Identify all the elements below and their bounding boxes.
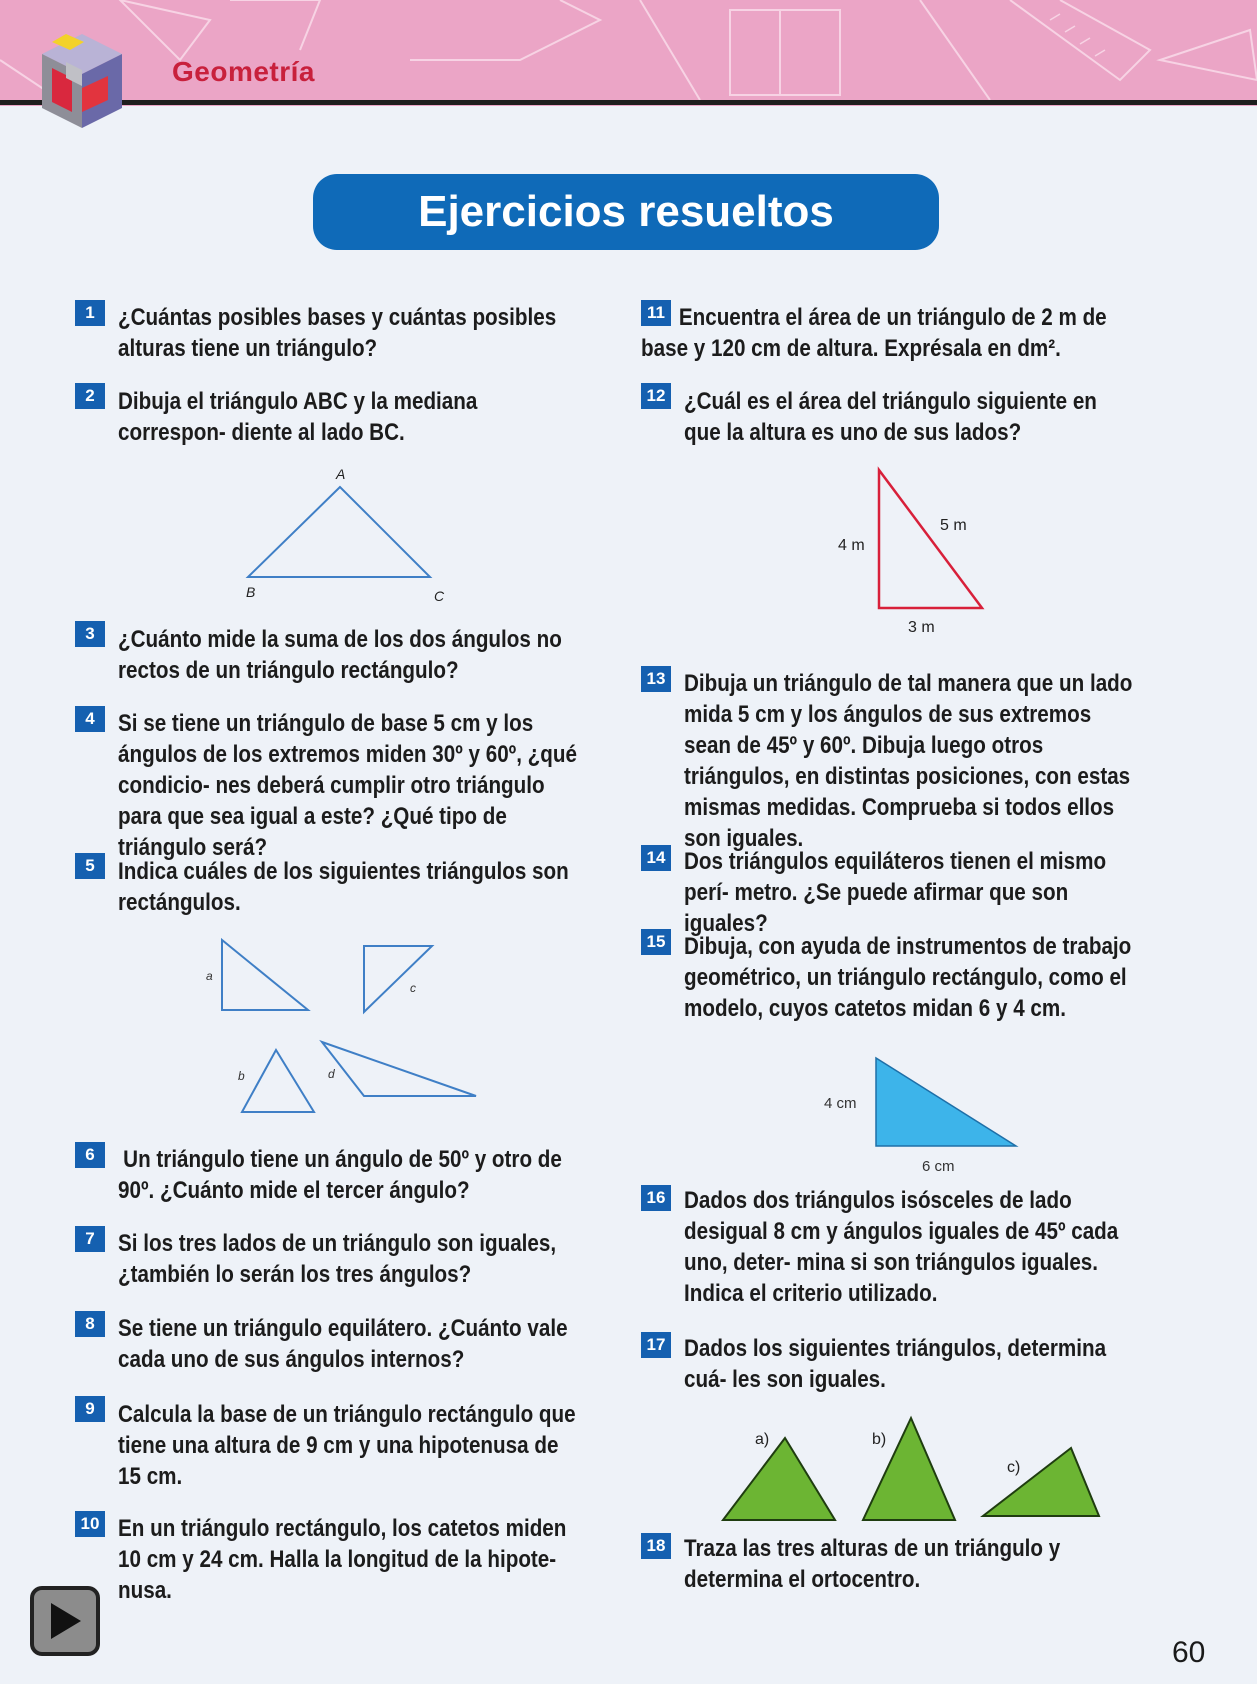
side-label-5m: 5 m — [940, 517, 967, 534]
exercise-text: Si se tiene un triángulo de base 5 cm y los ángulos de los extremos miden 30º y 60º, ¿qué condicio- nes deberá cumplir otro triángulo para que sea igual a este? ¿Qué tipo de triángulo será? — [118, 710, 577, 861]
exercise-text: Dibuja un triángulo de tal manera que un lado mida 5 cm y los ángulos de sus extremos sean de 45º y 60º. Dibuja luego otros triángulos, en distintas posiciones, con estas mismas medidas. Comprueba si todos ellos son iguales. — [684, 670, 1133, 852]
vertex-label-b: B — [246, 584, 256, 600]
exercise-number: 2 — [75, 383, 105, 409]
page-title: Ejercicios resueltos — [418, 187, 834, 236]
section-name: Geometría — [172, 56, 315, 87]
vertex-label-c: C — [434, 588, 445, 604]
triangle-abc-figure — [230, 465, 450, 610]
exercise-number: 3 — [75, 621, 105, 647]
triangle-label-b: b — [238, 1069, 245, 1083]
green-triangles-figure — [715, 1412, 1105, 1524]
cube-logo-icon — [30, 28, 134, 136]
play-button[interactable] — [30, 1586, 100, 1656]
exercise-text: ¿Cuántas posibles bases y cuántas posibles alturas tiene un triángulo? — [118, 304, 557, 362]
side-label-4cm: 4 cm — [824, 1095, 857, 1112]
exercise-text: Dos triángulos equiláteros tienen el mismo perí- metro. ¿Se puede afirmar que son iguales? — [684, 848, 1107, 937]
exercise-text: ¿Cuánto mide la suma de los dos ángulos no rectos de un triángulo rectángulo? — [118, 626, 562, 684]
right-triangle-6-4-figure — [818, 1050, 1018, 1180]
exercise-number: 16 — [641, 1185, 671, 1211]
page-header — [0, 0, 1257, 106]
header-rule — [0, 100, 1257, 105]
exercise-text: Dibuja, con ayuda de instrumentos de trabajo geométrico, un triángulo rectángulo, como el modelo, cuyos catetos midan 6 y 4 cm. — [684, 933, 1132, 1022]
triangle-label-b: b) — [872, 1431, 887, 1448]
side-label-6cm: 6 cm — [922, 1158, 955, 1175]
exercise-number: 14 — [641, 845, 671, 871]
exercise-text: Si los tres lados de un triángulo son iguales, ¿también lo serán los tres ángulos? — [118, 1230, 557, 1288]
exercise-text: Indica cuáles de los siguientes triángulos son rectángulos. — [118, 858, 569, 916]
exercise-number: 10 — [75, 1511, 105, 1537]
exercise-text: Un triángulo tiene un ángulo de 50º y otro de 90º. ¿Cuánto mide el tercer ángulo? — [118, 1146, 562, 1204]
exercise-text: Dibuja el triángulo ABC y la mediana correspon- diente al lado BC. — [118, 388, 478, 446]
exercise-number: 17 — [641, 1332, 671, 1358]
exercise-text: Dados los siguientes triángulos, determina cuá- les son iguales. — [684, 1335, 1107, 1393]
triangle-label-a: a — [206, 969, 213, 983]
exercise-text: Se tiene un triángulo equilátero. ¿Cuánto vale cada uno de sus ángulos internos? — [118, 1315, 568, 1373]
triangle-label-c: c — [410, 981, 416, 995]
triangle-label-a: a) — [755, 1431, 770, 1448]
exercise-text: En un triángulo rectángulo, los catetos miden 10 cm y 24 cm. Halla la longitud de la hipote- nusa. — [118, 1515, 567, 1604]
triangle-label-c: c) — [1007, 1459, 1021, 1476]
exercise-number: 5 — [75, 853, 105, 879]
triangle-label-d: d — [328, 1067, 335, 1081]
play-icon — [45, 1599, 85, 1643]
exercise-text: Calcula la base de un triángulo rectángulo que tiene una altura de 9 cm y una hipotenusa de 15 cm. — [118, 1401, 576, 1490]
exercise-text: ¿Cuál es el área del triángulo siguiente en que la altura es uno de sus lados? — [684, 388, 1097, 446]
exercise-number: 6 — [75, 1142, 105, 1168]
vertex-label-a: A — [336, 466, 346, 482]
exercise-text: Traza las tres alturas de un triángulo y determina el ortocentro. — [684, 1535, 1061, 1593]
exercise-number: 11 — [641, 300, 671, 326]
exercise-text: Dados dos triángulos isósceles de lado desigual 8 cm y ángulos iguales de 45º cada uno, deter- mina si son triángulos iguales. Indica el criterio utilizado. — [684, 1187, 1119, 1307]
exercise-number: 18 — [641, 1533, 671, 1559]
right-triangles-figure — [200, 930, 490, 1120]
title-banner — [313, 174, 939, 250]
side-label-3m: 3 m — [908, 619, 935, 636]
exercise-number: 4 — [75, 706, 105, 732]
side-label-4m: 4 m — [838, 537, 865, 554]
exercise-number: 8 — [75, 1311, 105, 1337]
exercise-number: 12 — [641, 383, 671, 409]
page-number: 60 — [1172, 1636, 1206, 1669]
exercise-text: Encuentra el área de un triángulo de 2 m de base y 120 cm de altura. Exprésala en dm². — [641, 304, 1107, 362]
exercise-number: 7 — [75, 1226, 105, 1252]
exercise-number: 15 — [641, 929, 671, 955]
exercise-number: 13 — [641, 666, 671, 692]
exercise-number: 9 — [75, 1396, 105, 1422]
exercise-number: 1 — [75, 300, 105, 326]
right-triangle-3-4-5-figure — [830, 460, 1000, 640]
